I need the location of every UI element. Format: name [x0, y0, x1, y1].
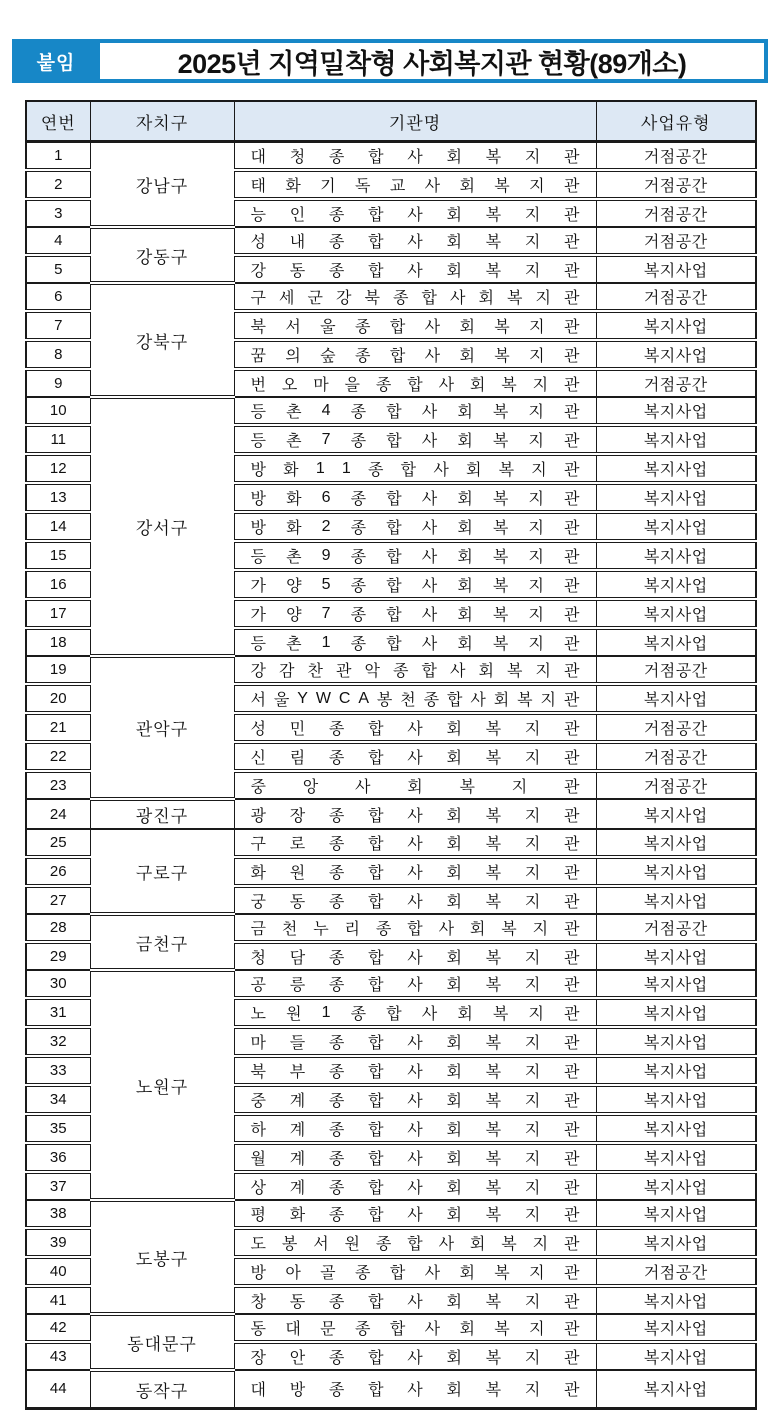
row-number-cell: 7	[26, 311, 90, 340]
table-row	[26, 970, 756, 998]
row-number-cell: 39	[26, 1228, 90, 1257]
row-number-cell: 33	[26, 1056, 90, 1085]
district-cell: 광진구	[90, 799, 234, 829]
table-row	[26, 1200, 756, 1228]
org-name-text: 번 오 마 을 종 합 사 회 복 지 관	[250, 377, 580, 394]
org-name-text: 강 동 종 합 사 회 복 지 관	[250, 263, 580, 280]
org-name-text: 중 앙 사 회 복 지 관	[250, 779, 580, 796]
org-name-text: 태 화 기 독 교 사 회 복 지 관	[250, 178, 580, 195]
org-name-text: 도 봉 서 원 종 합 사 회 복 지 관	[250, 1236, 580, 1253]
table-row	[26, 656, 756, 684]
org-name-cell	[234, 1342, 596, 1370]
org-name-cell	[234, 397, 596, 425]
org-name-cell	[234, 829, 596, 857]
org-name-cell	[234, 1370, 596, 1408]
org-name-cell	[234, 283, 596, 311]
program-type-cell: 거점공간	[596, 656, 756, 684]
row-number-cell: 36	[26, 1143, 90, 1172]
org-name-cell	[234, 656, 596, 684]
row-number-cell: 1	[26, 142, 90, 171]
table-header-row	[26, 101, 756, 142]
row-number-cell: 27	[26, 886, 90, 914]
org-name-text: 꿈 의 숲 종 합 사 회 복 지 관	[250, 348, 580, 365]
org-name-text: 월 계 종 합 사 회 복 지 관	[250, 1151, 580, 1168]
table-row	[26, 1314, 756, 1342]
program-type-cell: 복지사업	[596, 1143, 756, 1172]
row-number-cell: 17	[26, 599, 90, 628]
org-name-text: 등 촌 7 종 합 사 회 복 지 관	[250, 430, 580, 450]
program-type-cell: 거점공간	[596, 742, 756, 771]
program-type-cell: 복지사업	[596, 829, 756, 857]
org-name-cell	[234, 311, 596, 340]
row-number-cell: 18	[26, 628, 90, 656]
program-type-cell: 복지사업	[596, 886, 756, 914]
program-type-cell: 복지사업	[596, 942, 756, 970]
row-number-cell: 41	[26, 1286, 90, 1314]
org-name-text: 방 화 6 종 합 사 회 복 지 관	[250, 488, 580, 508]
org-name-text: 등 촌 1 종 합 사 회 복 지 관	[250, 633, 580, 653]
org-name-cell	[234, 628, 596, 656]
org-name-text: 등 촌 4 종 합 사 회 복 지 관	[250, 401, 580, 421]
row-number-cell: 23	[26, 771, 90, 799]
program-type-cell: 복지사업	[596, 684, 756, 713]
org-name-text: 창 동 종 합 사 회 복 지 관	[250, 1294, 580, 1311]
org-name-text: 중 계 종 합 사 회 복 지 관	[250, 1093, 580, 1110]
program-type-cell: 거점공간	[596, 713, 756, 742]
program-type-cell: 복지사업	[596, 1342, 756, 1370]
org-name-cell	[234, 512, 596, 541]
district-cell: 강북구	[90, 283, 234, 397]
org-name-text: 궁 동 종 합 사 회 복 지 관	[250, 894, 580, 911]
program-type-cell: 복지사업	[596, 541, 756, 570]
org-name-text: 등 촌 9 종 합 사 회 복 지 관	[250, 546, 580, 566]
col-header-org-name: 기관명	[234, 101, 596, 142]
col-header-program-type: 사업유형	[596, 101, 756, 142]
row-number-cell: 14	[26, 512, 90, 541]
row-number-cell: 4	[26, 227, 90, 255]
row-number-cell: 42	[26, 1314, 90, 1342]
org-name-cell	[234, 1257, 596, 1286]
org-name-cell	[234, 170, 596, 199]
program-type-cell: 복지사업	[596, 570, 756, 599]
org-name-cell	[234, 199, 596, 227]
district-cell: 강동구	[90, 227, 234, 283]
program-type-cell: 복지사업	[596, 1027, 756, 1056]
org-name-cell	[234, 570, 596, 599]
org-name-cell	[234, 1027, 596, 1056]
program-type-cell: 복지사업	[596, 1056, 756, 1085]
org-name-text: 대 방 종 합 사 회 복 지 관	[250, 1382, 580, 1400]
org-name-cell	[234, 1314, 596, 1342]
org-name-cell	[234, 1114, 596, 1143]
program-type-cell: 거점공간	[596, 369, 756, 397]
org-name-cell	[234, 914, 596, 942]
district-cell: 도봉구	[90, 1200, 234, 1314]
org-name-text: 능 인 종 합 사 회 복 지 관	[250, 207, 580, 224]
row-number-cell: 15	[26, 541, 90, 570]
org-name-text: 구 로 종 합 사 회 복 지 관	[250, 836, 580, 853]
org-name-cell	[234, 142, 596, 171]
org-name-text: 성 내 종 합 사 회 복 지 관	[250, 234, 580, 251]
org-name-text: 노 원 1 종 합 사 회 복 지 관	[250, 1003, 580, 1023]
program-type-cell: 복지사업	[596, 1085, 756, 1114]
org-name-cell	[234, 713, 596, 742]
row-number-cell: 22	[26, 742, 90, 771]
row-number-cell: 37	[26, 1172, 90, 1200]
row-number-cell: 25	[26, 829, 90, 857]
district-cell: 노원구	[90, 970, 234, 1200]
org-name-cell	[234, 599, 596, 628]
row-number-cell: 38	[26, 1200, 90, 1228]
org-name-text: 서 울 Y W C A 봉 천 종 합 사 회 복 지 관	[250, 689, 580, 709]
org-name-text: 가 양 5 종 합 사 회 복 지 관	[250, 575, 580, 595]
attachment-badge-label: 붙임	[36, 52, 76, 74]
district-cell: 강서구	[90, 397, 234, 656]
district-cell: 동작구	[90, 1370, 234, 1408]
program-type-cell: 복지사업	[596, 255, 756, 283]
org-name-text: 방 화 1 1 종 합 사 회 복 지 관	[250, 459, 580, 479]
org-name-text: 마 들 종 합 사 회 복 지 관	[250, 1035, 580, 1052]
program-type-cell: 복지사업	[596, 311, 756, 340]
org-name-text: 강 감 찬 관 악 종 합 사 회 복 지 관	[250, 663, 580, 680]
row-number-cell: 26	[26, 857, 90, 886]
program-type-cell: 거점공간	[596, 199, 756, 227]
program-type-cell: 복지사업	[596, 1114, 756, 1143]
org-name-text: 북 부 종 합 사 회 복 지 관	[250, 1064, 580, 1081]
org-name-cell	[234, 541, 596, 570]
program-type-cell: 거점공간	[596, 170, 756, 199]
program-type-cell: 거점공간	[596, 227, 756, 255]
program-type-cell: 거점공간	[596, 771, 756, 799]
org-name-cell	[234, 799, 596, 829]
org-name-cell	[234, 1056, 596, 1085]
org-name-cell	[234, 742, 596, 771]
district-cell: 금천구	[90, 914, 234, 970]
org-name-text: 평 화 종 합 사 회 복 지 관	[250, 1207, 580, 1224]
row-number-cell: 31	[26, 998, 90, 1027]
row-number-cell: 44	[26, 1370, 90, 1408]
district-cell: 구로구	[90, 829, 234, 914]
org-name-cell	[234, 942, 596, 970]
row-number-cell: 28	[26, 914, 90, 942]
org-name-cell	[234, 255, 596, 283]
org-name-cell	[234, 1085, 596, 1114]
program-type-cell: 복지사업	[596, 425, 756, 454]
row-number-cell: 8	[26, 340, 90, 369]
program-type-cell: 복지사업	[596, 483, 756, 512]
program-type-cell: 거점공간	[596, 142, 756, 171]
welfare-centers-table	[25, 100, 757, 1410]
row-number-cell: 12	[26, 454, 90, 483]
row-number-cell: 24	[26, 799, 90, 829]
row-number-cell: 34	[26, 1085, 90, 1114]
row-number-cell: 30	[26, 970, 90, 998]
program-type-cell: 복지사업	[596, 599, 756, 628]
org-name-cell	[234, 227, 596, 255]
row-number-cell: 13	[26, 483, 90, 512]
org-name-text: 성 민 종 합 사 회 복 지 관	[250, 721, 580, 738]
org-name-text: 금 천 누 리 종 합 사 회 복 지 관	[250, 921, 580, 938]
program-type-cell: 거점공간	[596, 1257, 756, 1286]
org-name-text: 가 양 7 종 합 사 회 복 지 관	[250, 604, 580, 624]
program-type-cell: 복지사업	[596, 340, 756, 369]
row-number-cell: 21	[26, 713, 90, 742]
org-name-cell	[234, 970, 596, 998]
district-cell: 강남구	[90, 142, 234, 228]
table-row	[26, 1370, 756, 1408]
district-cell: 관악구	[90, 656, 234, 799]
row-number-cell: 5	[26, 255, 90, 283]
title-box	[100, 43, 764, 79]
program-type-cell: 복지사업	[596, 998, 756, 1027]
org-name-cell	[234, 1228, 596, 1257]
row-number-cell: 11	[26, 425, 90, 454]
table-row	[26, 227, 756, 255]
org-name-cell	[234, 886, 596, 914]
row-number-cell: 29	[26, 942, 90, 970]
org-name-cell	[234, 454, 596, 483]
row-number-cell: 40	[26, 1257, 90, 1286]
row-number-cell: 43	[26, 1342, 90, 1370]
row-number-cell: 19	[26, 656, 90, 684]
org-name-cell	[234, 1143, 596, 1172]
row-number-cell: 9	[26, 369, 90, 397]
row-number-cell: 32	[26, 1027, 90, 1056]
attachment-badge	[12, 39, 100, 83]
org-name-cell	[234, 998, 596, 1027]
program-type-cell: 거점공간	[596, 914, 756, 942]
org-name-text: 광 장 종 합 사 회 복 지 관	[250, 807, 580, 825]
program-type-cell: 거점공간	[596, 283, 756, 311]
org-name-text: 방 화 2 종 합 사 회 복 지 관	[250, 517, 580, 537]
org-name-text: 신 림 종 합 사 회 복 지 관	[250, 750, 580, 767]
org-name-cell	[234, 771, 596, 799]
table-row	[26, 914, 756, 942]
org-name-cell	[234, 425, 596, 454]
org-name-cell	[234, 857, 596, 886]
row-number-cell: 3	[26, 199, 90, 227]
table-row	[26, 142, 756, 171]
org-name-text: 장 안 종 합 사 회 복 지 관	[250, 1350, 580, 1367]
program-type-cell: 복지사업	[596, 857, 756, 886]
program-type-cell: 복지사업	[596, 1200, 756, 1228]
org-name-text: 구 세 군 강 북 종 합 사 회 복 지 관	[250, 290, 580, 307]
title-bar	[12, 39, 768, 83]
page-title: 2025년 지역밀착형 사회복지관 현황(89개소)	[177, 48, 687, 79]
table-row	[26, 397, 756, 425]
row-number-cell: 10	[26, 397, 90, 425]
org-name-cell	[234, 684, 596, 713]
program-type-cell: 복지사업	[596, 1370, 756, 1408]
row-number-cell: 2	[26, 170, 90, 199]
program-type-cell: 복지사업	[596, 397, 756, 425]
row-number-cell: 35	[26, 1114, 90, 1143]
row-number-cell: 6	[26, 283, 90, 311]
org-name-text: 상 계 종 합 사 회 복 지 관	[250, 1180, 580, 1197]
program-type-cell: 복지사업	[596, 1314, 756, 1342]
org-name-text: 대 청 종 합 사 회 복 지 관	[250, 149, 580, 166]
org-name-cell	[234, 1286, 596, 1314]
program-type-cell: 복지사업	[596, 1172, 756, 1200]
table-row	[26, 283, 756, 311]
program-type-cell: 복지사업	[596, 1228, 756, 1257]
program-type-cell: 복지사업	[596, 628, 756, 656]
org-name-cell	[234, 340, 596, 369]
program-type-cell: 복지사업	[596, 970, 756, 998]
org-name-text: 동 대 문 종 합 사 회 복 지 관	[250, 1321, 580, 1338]
program-type-cell: 복지사업	[596, 799, 756, 829]
org-name-text: 하 계 종 합 사 회 복 지 관	[250, 1122, 580, 1139]
program-type-cell: 복지사업	[596, 454, 756, 483]
col-header-number: 연번	[26, 101, 90, 142]
row-number-cell: 20	[26, 684, 90, 713]
org-name-text: 청 담 종 합 사 회 복 지 관	[250, 950, 580, 967]
org-name-text: 공 릉 종 합 사 회 복 지 관	[250, 977, 580, 994]
program-type-cell: 복지사업	[596, 512, 756, 541]
district-cell: 동대문구	[90, 1314, 234, 1370]
table-row	[26, 829, 756, 857]
org-name-cell	[234, 483, 596, 512]
col-header-district: 자치구	[90, 101, 234, 142]
org-name-text: 북 서 울 종 합 사 회 복 지 관	[250, 319, 580, 336]
org-name-text: 방 아 골 종 합 사 회 복 지 관	[250, 1265, 580, 1282]
org-name-cell	[234, 1172, 596, 1200]
table-row	[26, 799, 756, 829]
org-name-text: 화 원 종 합 사 회 복 지 관	[250, 865, 580, 882]
org-name-cell	[234, 369, 596, 397]
row-number-cell: 16	[26, 570, 90, 599]
org-name-cell	[234, 1200, 596, 1228]
program-type-cell: 복지사업	[596, 1286, 756, 1314]
